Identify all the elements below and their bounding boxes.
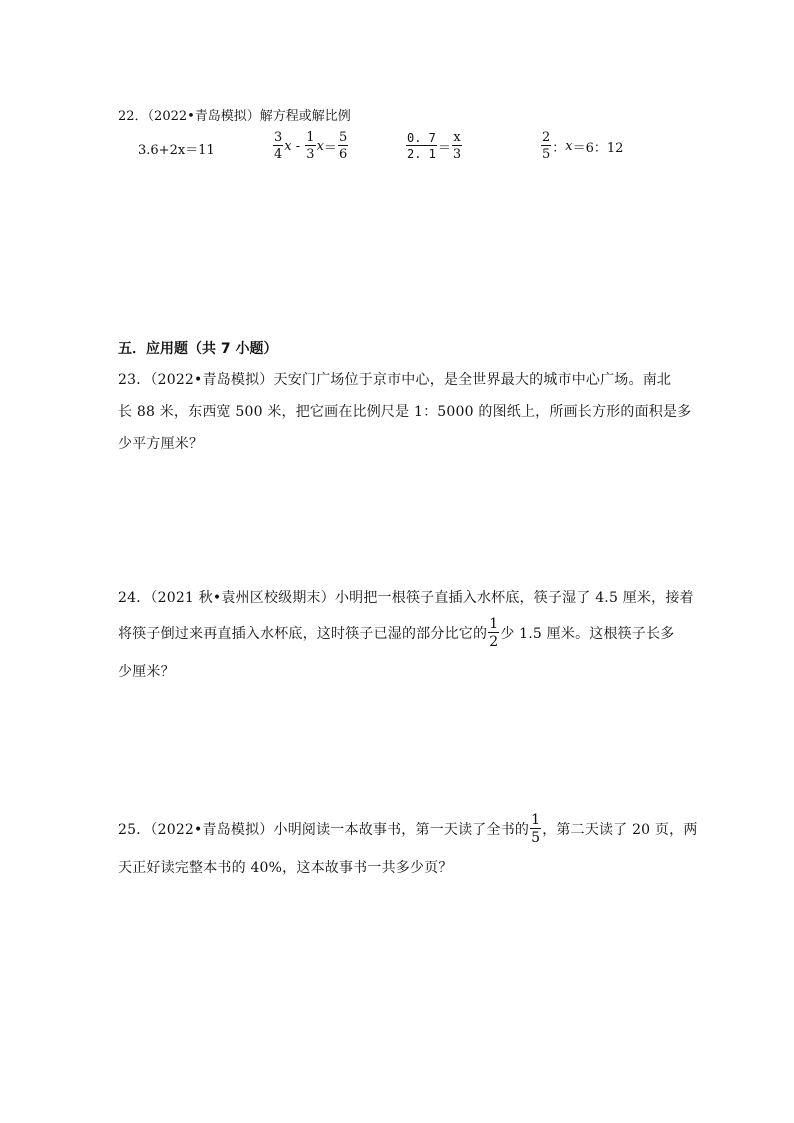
ratio-rest: ＝6：12 bbox=[572, 140, 624, 156]
denominator: 3 bbox=[452, 147, 462, 162]
denominator: 6 bbox=[338, 147, 348, 162]
numerator: 1 bbox=[531, 812, 541, 828]
denominator: 5 bbox=[531, 830, 541, 846]
ratio-colon: ： bbox=[552, 140, 566, 156]
denominator: 4 bbox=[274, 147, 283, 162]
q24-line-1: 24．（2021 秋•袁州区校级期末）小明把一根筷子直插入水杯底，筷子湿了 4.5 厘米，接着 bbox=[118, 590, 694, 606]
q25-line-1-text-b: ，第二天读了 20 页，两 bbox=[542, 822, 698, 838]
q22-equation-2 bbox=[272, 131, 349, 161]
numerator: 3 bbox=[274, 130, 283, 145]
fraction bbox=[338, 131, 348, 161]
fraction-one-fifth bbox=[530, 813, 541, 845]
numerator: 1 bbox=[489, 616, 499, 632]
q25-line-1-text-a: 25．（2022•青岛模拟）小明阅读一本故事书，第一天读了全书的 bbox=[118, 822, 530, 838]
q24-line-3: 少厘米？ bbox=[118, 664, 175, 680]
operator: - bbox=[291, 138, 305, 154]
section-title: 五．应用题（共 7 小题） bbox=[118, 341, 278, 357]
fraction-one-half bbox=[488, 617, 499, 649]
numerator: 0. 7 bbox=[407, 131, 436, 145]
q23-line-2: 长 88 米，东西宽 500 米，把它画在比例尺是 1：5000 的图纸上，所画长方形的面积是多 bbox=[118, 404, 692, 420]
numerator: x bbox=[453, 130, 461, 145]
denominator: 2 bbox=[489, 634, 499, 650]
q22-equation-3 bbox=[405, 131, 463, 161]
variable: x bbox=[565, 138, 573, 154]
numerator: 5 bbox=[338, 130, 348, 145]
fraction bbox=[541, 131, 551, 161]
q22-header: 22．（2022•青岛模拟）解方程或解比例 bbox=[118, 109, 351, 124]
fraction bbox=[305, 131, 315, 161]
q22-equation-1: 3.6+2x＝11 bbox=[138, 143, 215, 158]
q25-line-2: 天正好读完整本书的 40%，这本故事书一共多少页？ bbox=[118, 860, 453, 876]
q22-equation-4 bbox=[540, 131, 623, 161]
q24-line-2-text-b: 少 1.5 厘米。这根筷子长多 bbox=[500, 626, 675, 642]
fraction bbox=[406, 132, 437, 160]
q25-line-1 bbox=[118, 813, 698, 845]
denominator: 3 bbox=[306, 147, 315, 162]
numerator: 1 bbox=[306, 130, 315, 145]
fraction bbox=[452, 131, 462, 161]
denominator: 2. 1 bbox=[407, 147, 436, 161]
operator: ＝ bbox=[323, 140, 337, 156]
denominator: 5 bbox=[542, 147, 551, 162]
numerator: 2 bbox=[542, 130, 551, 145]
fraction bbox=[273, 131, 283, 161]
q24-line-2 bbox=[118, 617, 674, 649]
q23-line-3: 少平方厘米？ bbox=[118, 436, 204, 452]
variable: x bbox=[284, 138, 292, 154]
operator: ＝ bbox=[437, 140, 451, 156]
q23-line-1: 23．（2022•青岛模拟）天安门广场位于京市中心，是全世界最大的城市中心广场。南北 bbox=[118, 372, 672, 388]
q24-line-2-text-a: 将筷子倒过来再直插入水杯底，这时筷子已湿的部分比它的 bbox=[118, 626, 488, 642]
variable: x bbox=[316, 138, 324, 154]
